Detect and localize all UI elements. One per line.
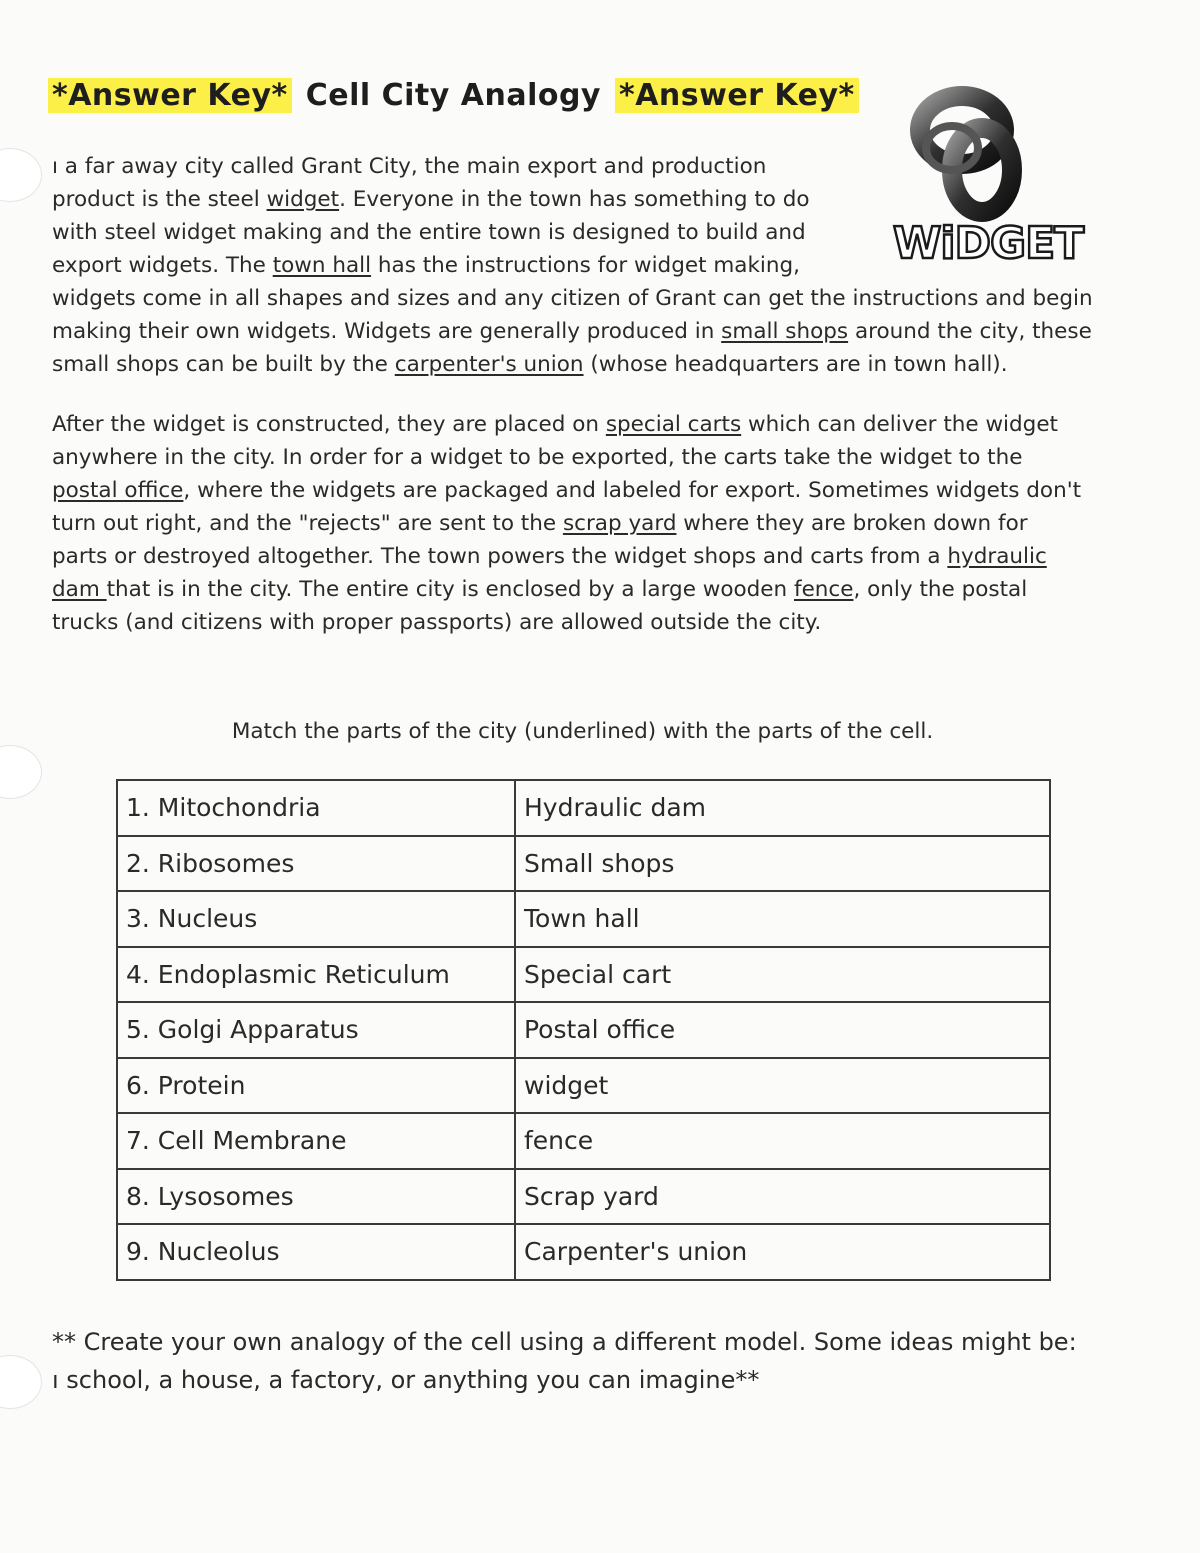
- cell-part: 2. Ribosomes: [117, 836, 515, 892]
- city-part-answer: fence: [515, 1113, 1050, 1169]
- underlined-term-widget: widget: [266, 187, 340, 212]
- paragraph-line: parts or destroyed altogether. The town powers the widget shops and carts from a hydraulic: [52, 544, 1047, 569]
- binder-hole-top: [0, 148, 42, 202]
- paragraph-line: trucks (and citizens with proper passports) are allowed outside the city.: [52, 610, 822, 635]
- table-row: [117, 836, 1050, 892]
- table-row: [117, 1113, 1050, 1169]
- story-paragraph-2: [52, 408, 1112, 639]
- paragraph-line: dam that is in the city. The entire city is enclosed by a large wooden fence, only the postal: [52, 577, 1028, 602]
- table-row: [117, 1224, 1050, 1280]
- table-row: [117, 1058, 1050, 1114]
- matching-instruction: Match the parts of the city (underlined) with the parts of the cell.: [231, 719, 934, 744]
- matching-table: [116, 779, 1051, 1281]
- table-row: [117, 1002, 1050, 1058]
- table-row: [117, 780, 1050, 836]
- underlined-term-carpenters-union: carpenter's union: [394, 352, 584, 377]
- cell-part: 8. Lysosomes: [117, 1169, 515, 1225]
- city-part-answer: Town hall: [515, 891, 1050, 947]
- city-part-answer: Small shops: [515, 836, 1050, 892]
- underlined-term-postal-office: postal office: [52, 478, 184, 503]
- underlined-term-hydraulic: hydraulic: [947, 544, 1047, 569]
- paragraph-line: making their own widgets. Widgets are generally produced in small shops around the city, these: [52, 319, 1092, 344]
- paragraph-line: postal office, where the widgets are packaged and labeled for export. Sometimes widgets don't: [52, 478, 1082, 503]
- cell-part: 4. Endoplasmic Reticulum: [117, 947, 515, 1003]
- cell-part: 9. Nucleolus: [117, 1224, 515, 1280]
- underlined-term-small-shops: small shops: [721, 319, 849, 344]
- binder-hole-middle: [0, 745, 42, 799]
- paragraph-line: ı a far away city called Grant City, the main export and production: [52, 154, 767, 179]
- table-row: [117, 891, 1050, 947]
- paragraph-line: with steel widget making and the entire town is designed to build and: [52, 220, 806, 245]
- underlined-term-dam: dam: [52, 577, 107, 602]
- paragraph-line: export widgets. The town hall has the instructions for widget making,: [52, 253, 800, 278]
- cell-part: 7. Cell Membrane: [117, 1113, 515, 1169]
- table-row: [117, 947, 1050, 1003]
- answer-key-label-right: *Answer Key*: [615, 78, 859, 113]
- underlined-term-fence: fence: [794, 577, 854, 602]
- closing-line: ** Create your own analogy of the cell using a different model. Some ideas might be:: [52, 1328, 1077, 1356]
- widget-logo-text: WiDGET: [892, 218, 1084, 269]
- cell-part: 6. Protein: [117, 1058, 515, 1114]
- page-title: [48, 78, 859, 113]
- binder-hole-bottom: [0, 1355, 42, 1409]
- paragraph-line: product is the steel widget. Everyone in the town has something to do: [52, 187, 810, 212]
- paragraph-line: anywhere in the city. In order for a widget to be exported, the carts take the widget to the: [52, 445, 1023, 470]
- closing-prompt: [52, 1323, 1132, 1399]
- story-paragraph-1: [52, 150, 1112, 381]
- city-part-answer: Scrap yard: [515, 1169, 1050, 1225]
- cell-part: 5. Golgi Apparatus: [117, 1002, 515, 1058]
- underlined-term-town-hall: town hall: [272, 253, 372, 278]
- worksheet-title: Cell City Analogy: [305, 78, 601, 113]
- city-part-answer: Carpenter's union: [515, 1224, 1050, 1280]
- city-part-answer: widget: [515, 1058, 1050, 1114]
- underlined-term-special-carts: special carts: [605, 412, 742, 437]
- paragraph-line: After the widget is constructed, they are placed on special carts which can deliver the widget: [52, 412, 1058, 437]
- city-part-answer: Postal office: [515, 1002, 1050, 1058]
- underlined-term-scrap-yard: scrap yard: [562, 511, 677, 536]
- city-part-answer: Hydraulic dam: [515, 780, 1050, 836]
- answer-key-label-left: *Answer Key*: [48, 78, 292, 113]
- paragraph-line: turn out right, and the "rejects" are sent to the scrap yard where they are broken down for: [52, 511, 1028, 536]
- cell-part: 3. Nucleus: [117, 891, 515, 947]
- cell-part: 1. Mitochondria: [117, 780, 515, 836]
- paragraph-line: widgets come in all shapes and sizes and any citizen of Grant can get the instructions and begin: [52, 286, 1093, 311]
- paragraph-line: small shops can be built by the carpenter's union (whose headquarters are in town hall).: [52, 352, 1008, 377]
- closing-line: ı school, a house, a factory, or anything you can imagine**: [52, 1366, 760, 1394]
- table-row: [117, 1169, 1050, 1225]
- city-part-answer: Special cart: [515, 947, 1050, 1003]
